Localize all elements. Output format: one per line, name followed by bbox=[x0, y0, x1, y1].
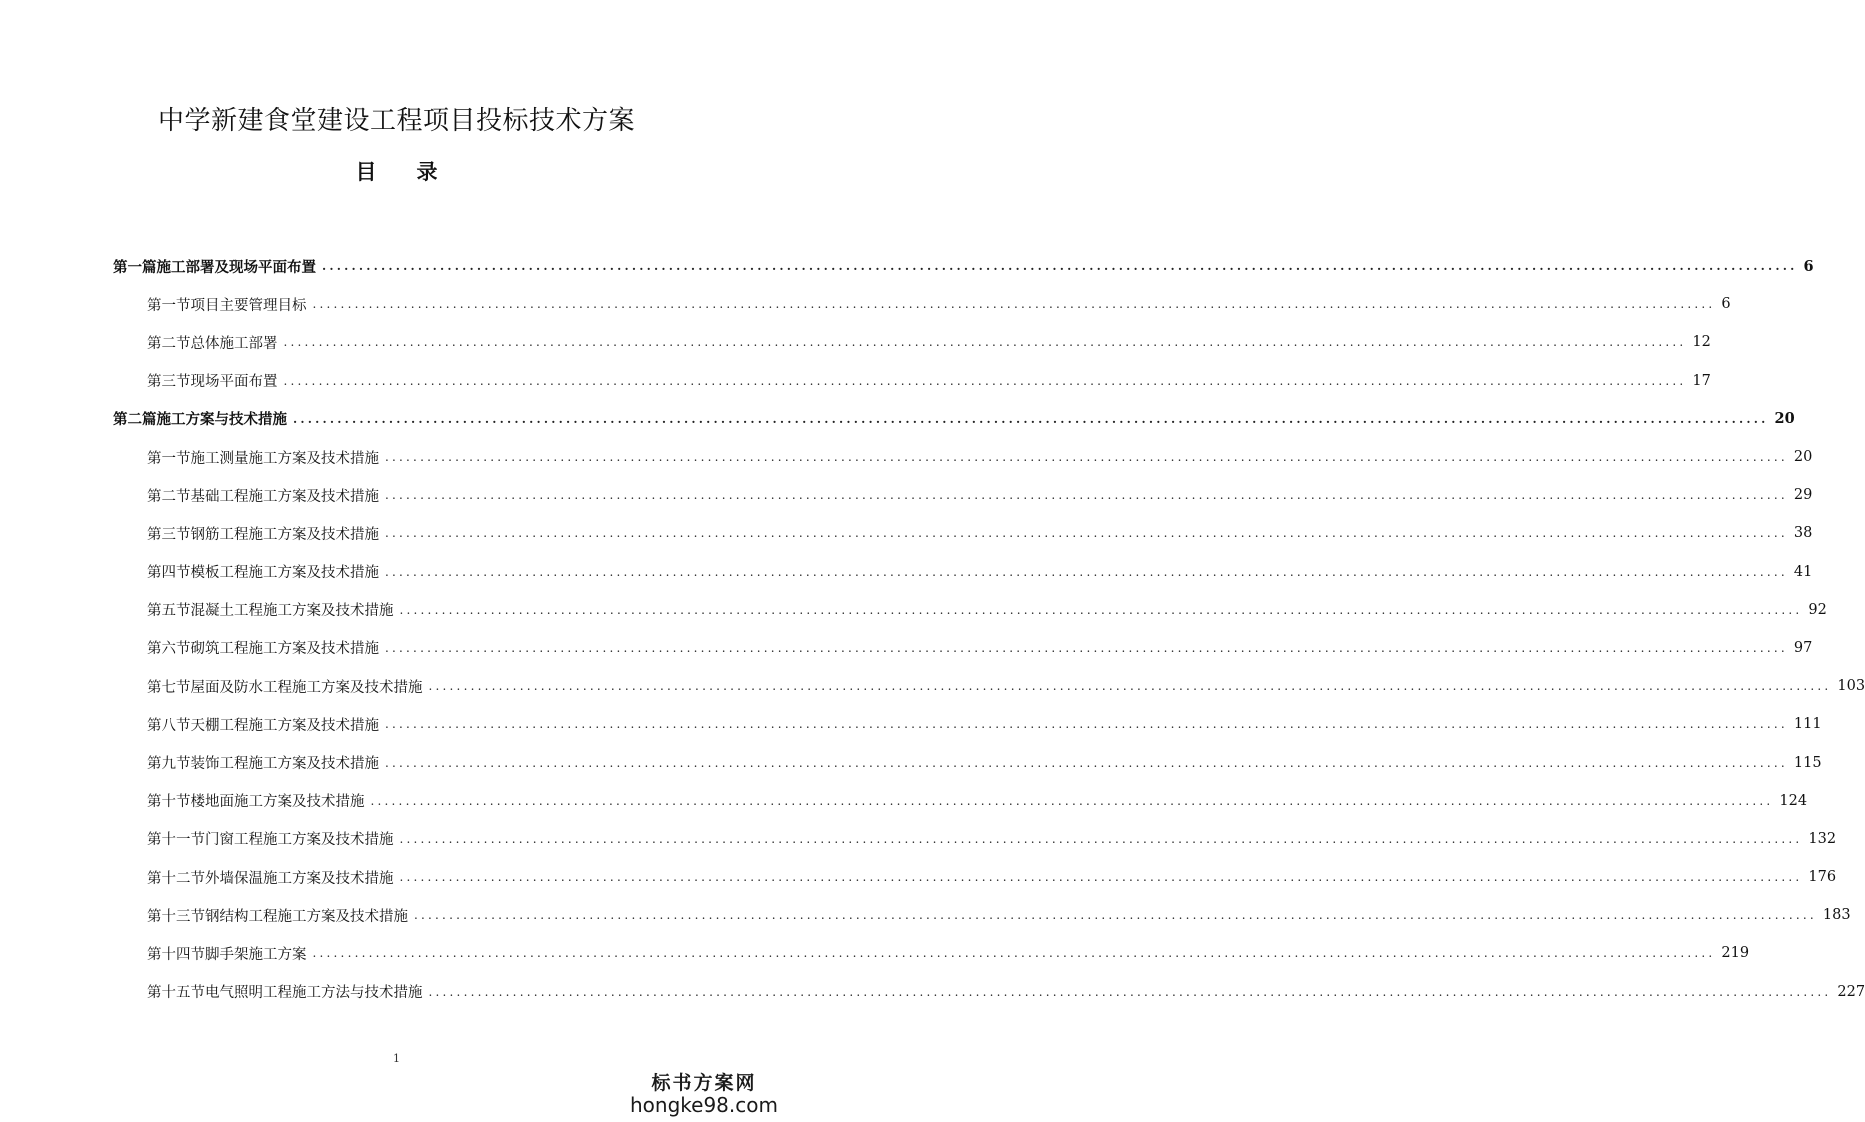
toc-entry bbox=[113, 705, 1822, 743]
toc-entry-number: 第二篇 bbox=[113, 411, 157, 429]
toc-entry-number: 第二节 bbox=[147, 335, 191, 352]
toc-leader-dots: ........................................................................................................................................................................................................ bbox=[414, 908, 1817, 923]
toc-leader-dots: ........................................................................................................................................................................................................ bbox=[428, 984, 1832, 999]
toc-heading-char-1: 目 bbox=[355, 159, 377, 184]
toc-leader-dots: ........................................................................................................................................................................................................ bbox=[385, 450, 1788, 465]
toc-entry-title: 门窗工程施工方案及技术措施 bbox=[205, 832, 394, 849]
toc-entry-number: 第五节 bbox=[147, 603, 191, 620]
toc-entry-title: 钢结构工程施工方案及技术措施 bbox=[205, 908, 408, 925]
toc-entry-number: 第二节 bbox=[147, 488, 191, 505]
toc-entry bbox=[113, 400, 1795, 438]
toc-entry-page: 41 bbox=[1793, 563, 1813, 580]
toc-entry-title: 外墙保温施工方案及技术措施 bbox=[205, 870, 394, 887]
watermark-logo bbox=[629, 1068, 779, 1117]
toc-leader-dots: ........................................................................................................................................................................................................ bbox=[385, 488, 1788, 503]
toc-entry-page: 124 bbox=[1779, 792, 1808, 809]
toc-heading-char-2: 录 bbox=[416, 159, 438, 184]
toc-entry-page: 38 bbox=[1793, 525, 1813, 542]
toc-entry-page: 183 bbox=[1822, 907, 1851, 924]
table-of-contents bbox=[113, 247, 1865, 1011]
toc-entry-page: 17 bbox=[1692, 372, 1711, 389]
toc-entry-title: 项目主要管理目标 bbox=[190, 297, 307, 314]
document-title: 中学新建食堂建设工程项目投标技术方案 bbox=[157, 106, 635, 136]
toc-leader-dots: ........................................................................................................................................................................................................ bbox=[385, 526, 1788, 541]
toc-entry-page: 20 bbox=[1793, 449, 1813, 466]
toc-entry-page: 132 bbox=[1808, 830, 1837, 847]
toc-leader-dots: ........................................................................................................................................................................................................ bbox=[385, 755, 1788, 770]
toc-leader-dots: ........................................................................................................................................................................................................ bbox=[399, 831, 1803, 846]
toc-entry-page: 111 bbox=[1793, 716, 1822, 733]
toc-entry-number: 第七节 bbox=[147, 679, 191, 696]
toc-leader-dots: ........................................................................................................................................................................................................ bbox=[385, 640, 1788, 655]
toc-entry bbox=[113, 782, 1808, 820]
toc-entry-title: 楼地面施工方案及技术措施 bbox=[190, 794, 365, 811]
toc-entry-title: 屋面及防水工程施工方案及技术措施 bbox=[190, 679, 423, 696]
toc-entry-number: 第一节 bbox=[147, 450, 191, 467]
toc-entry-number: 第十五节 bbox=[147, 985, 205, 1002]
toc-entry-page: 6 bbox=[1803, 257, 1814, 275]
toc-entry bbox=[113, 323, 1711, 361]
toc-entry bbox=[113, 896, 1851, 934]
toc-entry-title: 电气照明工程施工方法与技术措施 bbox=[205, 985, 423, 1002]
toc-entry bbox=[113, 285, 1731, 323]
toc-entry-page: 92 bbox=[1808, 601, 1827, 618]
toc-leader-dots: ........................................................................................................................................................................................................ bbox=[322, 259, 1798, 274]
watermark-name: 标书方案网 bbox=[651, 1072, 757, 1094]
toc-entry-title: 现场平面布置 bbox=[190, 374, 278, 391]
watermark-url: hongke98.com bbox=[630, 1093, 778, 1117]
toc-entry-number: 第三节 bbox=[147, 374, 191, 391]
toc-entry-page: 12 bbox=[1692, 334, 1711, 351]
toc-entry-title: 砌筑工程施工方案及技术措施 bbox=[190, 641, 379, 658]
toc-entry-page: 20 bbox=[1774, 410, 1795, 428]
toc-entry bbox=[113, 858, 1837, 896]
toc-entry-title: 总体施工部署 bbox=[190, 335, 278, 352]
toc-leader-dots: ........................................................................................................................................................................................................ bbox=[312, 946, 1716, 961]
toc-entry-title: 装饰工程施工方案及技术措施 bbox=[190, 756, 379, 773]
toc-entry-page: 29 bbox=[1793, 487, 1813, 504]
toc-leader-dots: ........................................................................................................................................................................................................ bbox=[399, 602, 1803, 617]
toc-entry bbox=[113, 629, 1813, 667]
toc-entry bbox=[113, 514, 1813, 552]
toc-entry-page: 103 bbox=[1837, 678, 1865, 695]
toc-entry bbox=[113, 362, 1711, 400]
toc-leader-dots: ........................................................................................................................................................................................................ bbox=[283, 335, 1687, 350]
toc-entry-page: 97 bbox=[1793, 639, 1813, 656]
toc-leader-dots: ........................................................................................................................................................................................................ bbox=[312, 297, 1716, 312]
toc-entry bbox=[113, 820, 1837, 858]
toc-entry bbox=[113, 476, 1813, 514]
toc-entry-page: 176 bbox=[1808, 869, 1837, 886]
toc-entry-page: 115 bbox=[1793, 754, 1822, 771]
toc-entry-number: 第十节 bbox=[147, 794, 191, 811]
toc-entry-title: 混凝土工程施工方案及技术措施 bbox=[190, 603, 394, 620]
toc-entry bbox=[113, 667, 1865, 705]
toc-entry-number: 第十四节 bbox=[147, 946, 205, 963]
toc-entry-number: 第十二节 bbox=[147, 870, 205, 887]
toc-leader-dots: ........................................................................................................................................................................................................ bbox=[385, 717, 1788, 732]
toc-entry-number: 第九节 bbox=[147, 756, 191, 773]
toc-leader-dots: ........................................................................................................................................................................................................ bbox=[385, 564, 1788, 579]
toc-entry-title: 脚手架施工方案 bbox=[205, 946, 307, 963]
toc-entry-number: 第三节 bbox=[147, 526, 191, 543]
toc-entry-page: 6 bbox=[1721, 296, 1731, 313]
toc-entry-title: 施工部署及现场平面布置 bbox=[156, 258, 316, 276]
page-number: 1 bbox=[393, 1052, 400, 1065]
toc-entry-number: 第十三节 bbox=[147, 908, 205, 925]
toc-entry-number: 第四节 bbox=[147, 565, 191, 582]
toc-heading bbox=[0, 156, 793, 186]
toc-entry bbox=[113, 438, 1813, 476]
toc-entry bbox=[113, 553, 1813, 591]
toc-entry-number: 第一节 bbox=[147, 297, 191, 314]
toc-entry-number: 第一篇 bbox=[113, 258, 157, 276]
toc-leader-dots: ........................................................................................................................................................................................................ bbox=[283, 373, 1687, 388]
toc-entry bbox=[113, 973, 1865, 1011]
toc-entry-title: 施工测量施工方案及技术措施 bbox=[190, 450, 379, 467]
toc-entry bbox=[113, 743, 1822, 781]
toc-entry-title: 天棚工程施工方案及技术措施 bbox=[190, 717, 379, 734]
toc-entry-title: 基础工程施工方案及技术措施 bbox=[190, 488, 379, 505]
toc-entry bbox=[113, 934, 1750, 972]
toc-entry-number: 第十一节 bbox=[147, 832, 205, 849]
toc-leader-dots: ........................................................................................................................................................................................................ bbox=[428, 679, 1832, 694]
toc-leader-dots: ........................................................................................................................................................................................................ bbox=[293, 411, 1769, 426]
toc-entry-number: 第八节 bbox=[147, 717, 191, 734]
toc-leader-dots: ........................................................................................................................................................................................................ bbox=[370, 793, 1774, 808]
toc-entry-title: 钢筋工程施工方案及技术措施 bbox=[190, 526, 379, 543]
toc-entry-page: 219 bbox=[1721, 945, 1750, 962]
toc-entry bbox=[113, 591, 1827, 629]
toc-entry-page: 227 bbox=[1837, 983, 1865, 1000]
toc-entry-number: 第六节 bbox=[147, 641, 191, 658]
toc-leader-dots: ........................................................................................................................................................................................................ bbox=[399, 870, 1803, 885]
toc-entry-title: 模板工程施工方案及技术措施 bbox=[190, 565, 379, 582]
toc-entry bbox=[113, 247, 1814, 285]
toc-entry-title: 施工方案与技术措施 bbox=[156, 411, 287, 429]
